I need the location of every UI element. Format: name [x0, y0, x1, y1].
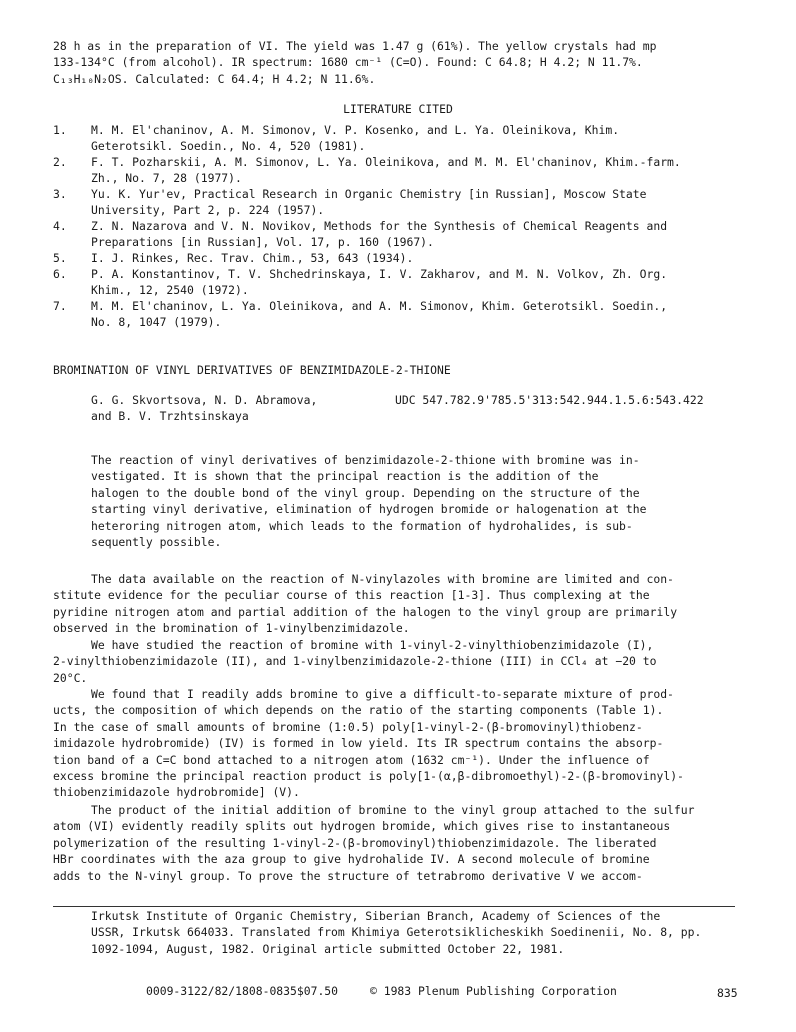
reference-number: 2. — [53, 155, 67, 169]
body-paragraph: We have studied the reaction of bromine with 1-vinyl-2-vinylthiobenzimidazole (I), 2-vinylthiobenzimidazole (II), and 1-vinylbenzimidazole-2-thione (III) in CCl₄ at −20 to 20°C. — [53, 638, 657, 685]
article-title: BROMINATION OF VINYL DERIVATIVES OF BENZIMIDAZOLE-2-THIONE — [53, 363, 451, 377]
body-paragraph: The product of the initial addition of bromine to the vinyl group attached to the sulfur atom (VI) evidently readily splits out hydrogen bromide, which gives rise to instantaneous polymerization of the resulting 1-vinyl-2-(β-bromovinyl)thiobenzimidazole. The liberated HBr coordinates with the aza group to give hydrohalide IV. A second molecule of bromine adds to the N-vinyl group. To prove the structure of tetrabromo derivative V we accom- — [53, 803, 695, 883]
reference-number: 4. — [53, 219, 67, 233]
reference-text: Z. N. Nazarova and V. N. Novikov, Methods for the Synthesis of Chemical Reagents and Preparations [in Russian], Vol. 17, p. 160 (1967). — [91, 219, 668, 250]
article-authors: G. G. Skvortsova, N. D. Abramova, and B. V. Trzhtsinskaya — [91, 393, 318, 424]
reference-number: 5. — [53, 251, 67, 265]
body-paragraph: We found that I readily adds bromine to give a difficult-to-separate mixture of prod- ucts, the composition of which depends on the ratio of the starting components (Table 1). In the case of small amounts of bromine (1:0.5) poly[1-vinyl-2-(β-bromovinyl)thiobenz- imidazole hydrobromide) (IV) is formed in low yield. Its IR spectrum contains the absorp- tion band of a C=C bond attached to a nitrogen atom (1632 cm⁻¹). Under the influence of excess bromine the principal reaction product is poly[1-(α,β-dibromoethyl)-2-(β-bromovinyl)- thiobenzimidazole hydrobromide] (V). — [53, 687, 684, 800]
reference-number: 3. — [53, 187, 67, 201]
page-number: 835 — [717, 986, 738, 1000]
reference-text: Yu. K. Yur'ev, Practical Research in Organic Chemistry [in Russian], Moscow State University, Part 2, p. 224 (1957). — [91, 187, 647, 218]
literature-cited-heading: LITERATURE CITED — [343, 102, 453, 116]
reference-number: 1. — [53, 123, 67, 137]
reference-number: 7. — [53, 299, 67, 313]
udc-code: UDC 547.782.9'785.5'313:542.944.1.5.6:543.422 — [395, 393, 704, 407]
affiliation-footnote: Irkutsk Institute of Organic Chemistry, Siberian Branch, Academy of Sciences of the USSR, Irkutsk 664033. Translated from Khimiya Geterotsiklicheskikh Soedinenii, No. 8, pp. 1092-1094, August, 1982. Original article submitted October 22, 1981. — [91, 909, 702, 956]
reference-text: I. J. Rinkes, Rec. Trav. Chim., 53, 643 (1934). — [91, 251, 414, 265]
reference-number: 6. — [53, 267, 67, 281]
footnote-divider — [53, 906, 735, 907]
reference-text: M. M. El'chaninov, A. M. Simonov, V. P. Kosenko, and L. Ya. Oleinikova, Khim. Geterotsikl. Soedin., No. 4, 520 (1981). — [91, 123, 620, 154]
reference-text: P. A. Konstantinov, T. V. Shchedrinskaya, I. V. Zakharov, and M. N. Volkov, Zh. Org. Khim., 12, 2540 (1972). — [91, 267, 668, 298]
reference-text: M. M. El'chaninov, L. Ya. Oleinikova, and A. M. Simonov, Khim. Geterotsikl. Soedin., No. 8, 1047 (1979). — [91, 299, 668, 330]
footer-copyright: © 1983 Plenum Publishing Corporation — [370, 984, 617, 998]
body-paragraph: The data available on the reaction of N-vinylazoles with bromine are limited and con- stitute evidence for the peculiar course of this reaction [1-3]. Thus complexing at the pyridine nitrogen atom and partial addition of the halogen to the vinyl group are primarily observed in the bromination of 1-vinylbenzimidazole. — [53, 572, 678, 636]
reference-text: F. T. Pozharskii, A. M. Simonov, L. Ya. Oleinikova, and M. M. El'chaninov, Khim.-farm. Zh., No. 7, 28 (1977). — [91, 155, 681, 186]
intro-paragraph: 28 h as in the preparation of VI. The yield was 1.47 g (61%). The yellow crystals had mp 133-134°C (from alcohol). IR spectrum: 1680 cm⁻¹ (C=O). Found: C 64.8; H 4.2; N 11.7%. C₁₃H₁₀N₂OS. Calculated: C 64.4; H 4.2; N 11.6%. — [53, 39, 657, 86]
article-abstract: The reaction of vinyl derivatives of benzimidazole-2-thione with bromine was in- vestigated. It is shown that the principal reaction is the addition of the halogen to the double bond of the vinyl group. Depending on the structure of the starting vinyl derivative, elimination of hydrogen bromide or halogenation at the heteroring nitrogen atom, which leads to the formation of hydrohalides, is sub- sequently possible. — [91, 453, 647, 550]
footer-publication-code: 0009-3122/82/1808-0835$07.50 — [146, 984, 339, 998]
